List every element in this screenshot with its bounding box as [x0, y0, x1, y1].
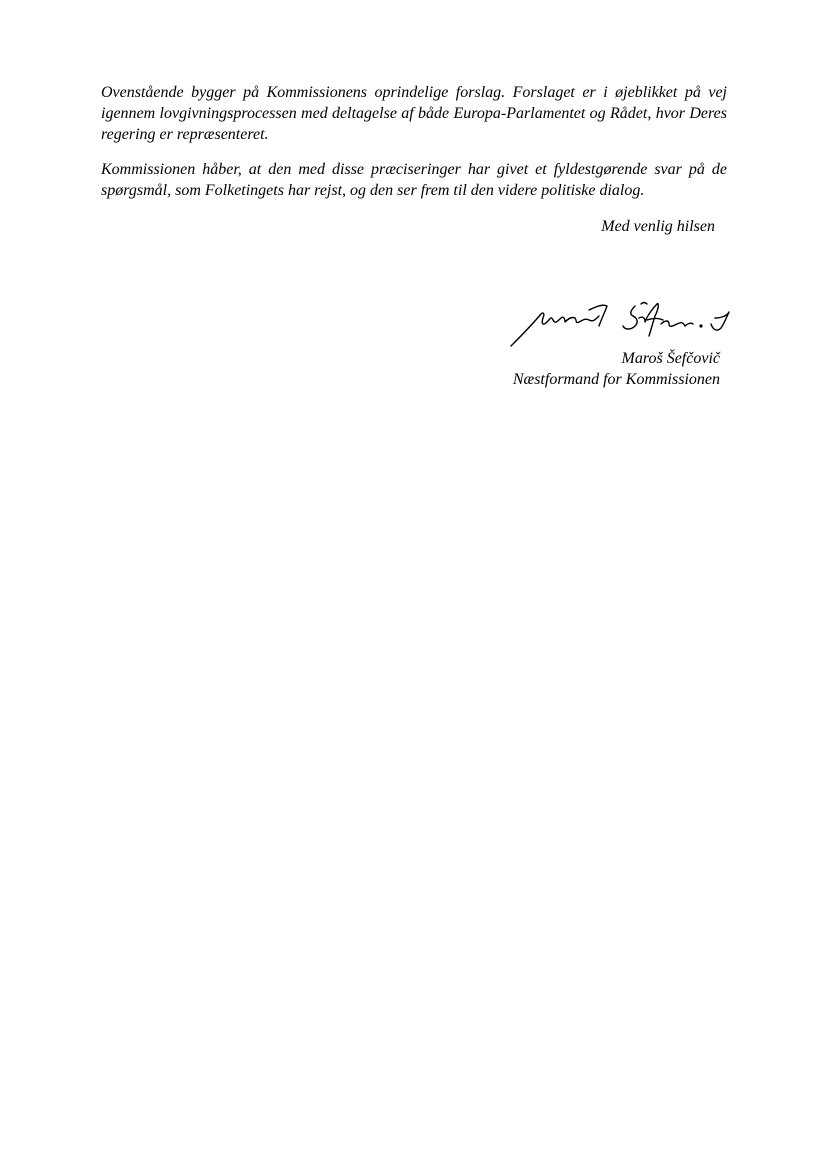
handwritten-signature: [505, 296, 737, 350]
signatory-name: Maroš Šefčovič: [621, 350, 720, 367]
signatory-title: Næstformand for Kommissionen: [512, 371, 720, 388]
closing-salutation: Med venlig hilsen: [601, 218, 715, 235]
body-paragraph-1: Ovenstående bygger på Kommissionens oprindelige forslag. Forslaget er i øjeblikket på vej igennem lovgivningsprocessen med deltagelse af både Europa-Parlamentet og Rådet, hvor Deres regering er repræsenteret.: [101, 84, 727, 143]
body-paragraph-2: Kommissionen håber, at den med disse præciseringer har givet et fyldestgørende svar på de spørgsmål, som Folketingets har rejst, og den ser frem til den videre politiske dialog.: [101, 161, 727, 199]
